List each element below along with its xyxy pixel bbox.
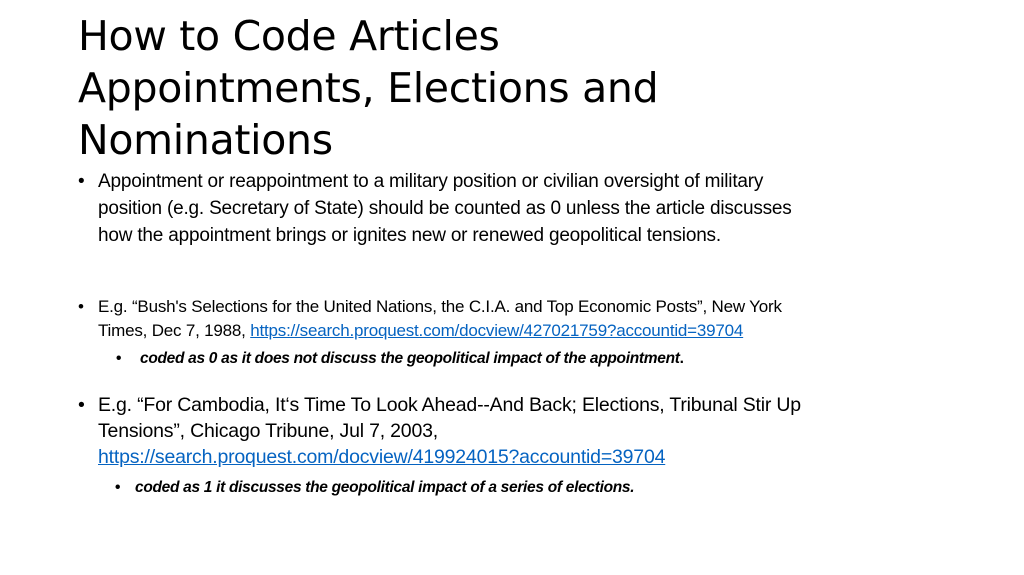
bullet-example-cambodia (78, 392, 958, 470)
bullet-dot: • (78, 171, 85, 192)
bullet-dot: • (78, 297, 84, 316)
bullet-text-line: Tensions”, Chicago Tribune, Jul 7, 2003, (98, 420, 438, 442)
bullet-example-bush (78, 295, 958, 343)
bullet-text-line (98, 319, 958, 343)
proquest-link-427021759[interactable]: https://search.proquest.com/docview/427021759?accountid=39704 (250, 321, 744, 340)
sub-bullet-coded-1 (78, 477, 958, 499)
sub-bullet-coded-0 (78, 348, 958, 370)
citation-text: Times, Dec 7, 1988, (98, 321, 251, 340)
bullet-text-line: position (e.g. Secretary of State) should be counted as 0 unless the article discusses (98, 198, 792, 219)
bullet-appointment-rule (78, 168, 958, 249)
title-line: Appointments, Elections and (78, 64, 659, 112)
bullet-text-line (98, 444, 958, 470)
title-line: How to Code Articles (78, 12, 500, 60)
coding-note-period: . (679, 350, 684, 367)
coding-note: coded as 1 it discusses the geopolitical impact of a series of elections. (135, 479, 635, 496)
title-line: Nominations (78, 116, 333, 164)
sub-bullet-dot: • (116, 350, 122, 367)
bullet-text-line: E.g. “For Cambodia, It‘s Time To Look Ahead--And Back; Elections, Tribunal Stir Up (98, 394, 801, 416)
slide-body (78, 168, 958, 499)
bullet-text-line: Appointment or reappointment to a military position or civilian oversight of military (98, 171, 764, 192)
slide-title (78, 10, 978, 166)
bullet-text-line: how the appointment brings or ignites new or renewed geopolitical tensions. (98, 225, 721, 246)
sub-bullet-dot: • (115, 479, 121, 496)
proquest-link-419924015[interactable]: https://search.proquest.com/docview/419924015?accountid=39704 (98, 446, 666, 468)
coding-note: coded as 0 as it does not discuss the geopolitical impact of the appointment (140, 350, 680, 367)
bullet-text-line: E.g. “Bush's Selections for the United Nations, the C.I.A. and Top Economic Posts”, New York (98, 297, 782, 316)
bullet-dot: • (78, 394, 85, 416)
